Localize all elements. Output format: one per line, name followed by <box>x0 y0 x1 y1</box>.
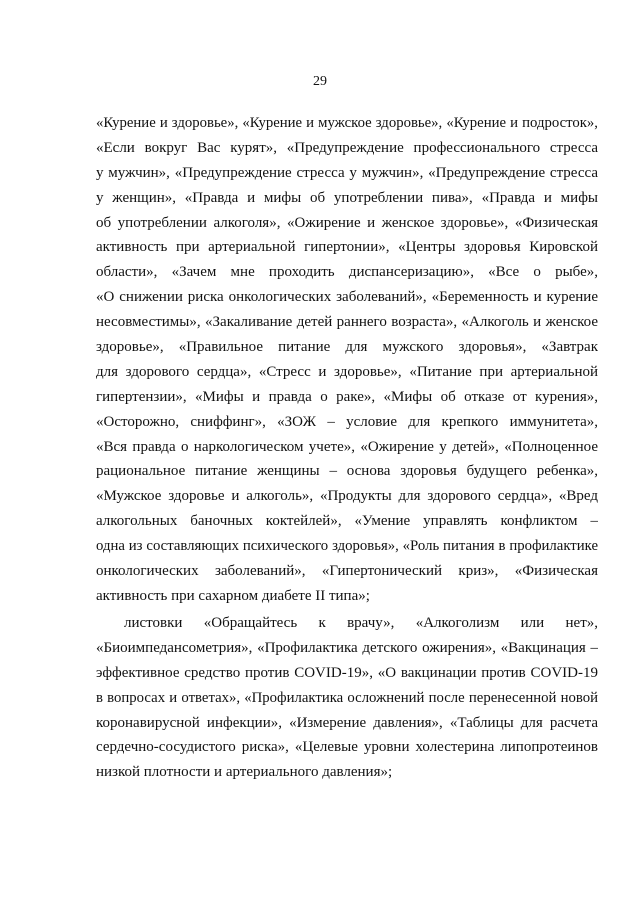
text-line: онкологических заболеваний», «Гипертонический криз», «Физическая <box>96 563 598 580</box>
text-line: «Мужское здоровье и алкоголь», «Продукты для здорового сердца», «Вред <box>96 488 598 505</box>
text-line: листовки «Обращайтесь к врачу», «Алкоголизм или нет», <box>124 615 598 631</box>
text-line: одна из составляющих психического здоровья», «Роль питания в профилактике <box>96 538 598 555</box>
text-line: сердечно-сосудистого риска», «Целевые уровни холестерина липопротеинов <box>96 739 598 756</box>
text-line: об употреблении алкоголя», «Ожирение и женское здоровье», «Физическая <box>96 214 598 231</box>
text-line: «Если вокруг Вас курят», «Предупреждение профессионального стресса <box>96 139 598 156</box>
text-line: области», «Зачем мне проходить диспансеризацию», «Все о рыбе», <box>96 264 598 281</box>
text-line: рациональное питание женщины – основа здоровья будущего ребенка», <box>96 463 598 480</box>
text-line: для здорового сердца», «Стресс и здоровье», «Питание при артериальной <box>96 363 598 380</box>
text-line: у женщин», «Правда и мифы об употреблении пива», «Правда и мифы <box>96 189 598 206</box>
text-line: коронавирусной инфекции», «Измерение давления», «Таблицы для расчета <box>96 714 598 731</box>
text-line: «Вся правда о наркологическом учете», «Ожирение у детей», «Полноценное <box>96 438 598 455</box>
text-line: «Биоимпедансометрия», «Профилактика детского ожирения», «Вакцинация – <box>96 639 598 656</box>
text-line: «Курение и здоровье», «Курение и мужское здоровье», «Курение и подросток», <box>96 115 598 131</box>
text-line: у мужчин», «Предупреждение стресса у мужчин», «Предупреждение стресса <box>96 164 598 181</box>
paragraph-leaflet-titles <box>96 611 598 785</box>
text-line: эффективное средство против COVID-19», «О вакцинации против COVID-19 <box>96 664 598 681</box>
text-line: «О снижении риска онкологических заболеваний», «Беременность и курение <box>96 289 598 306</box>
text-line: низкой плотности и артериального давления»; <box>96 764 393 781</box>
text-line: алкогольных баночных коктейлей», «Умение управлять конфликтом – <box>96 513 598 530</box>
text-line: «Осторожно, сниффинг», «ЗОЖ – условие для крепкого иммунитета», <box>96 413 598 430</box>
text-line: здоровье», «Правильное питание для мужского здоровья», «Завтрак <box>96 339 598 356</box>
text-line: активность при сахарном диабете II типа»; <box>96 587 370 604</box>
paragraph-brochure-titles <box>96 111 598 609</box>
page-number: 29 <box>313 74 327 89</box>
text-line: активность при артериальной гипертонии», «Центры здоровья Кировской <box>96 239 598 256</box>
text-line: в вопросах и ответах», «Профилактика осложнений после перенесенной новой <box>96 689 598 706</box>
text-line: гипертензии», «Мифы и правда о раке», «Мифы об отказе от курения», <box>96 388 598 405</box>
text-line: несовместимы», «Закаливание детей раннего возраста», «Алкоголь и женское <box>96 314 598 331</box>
